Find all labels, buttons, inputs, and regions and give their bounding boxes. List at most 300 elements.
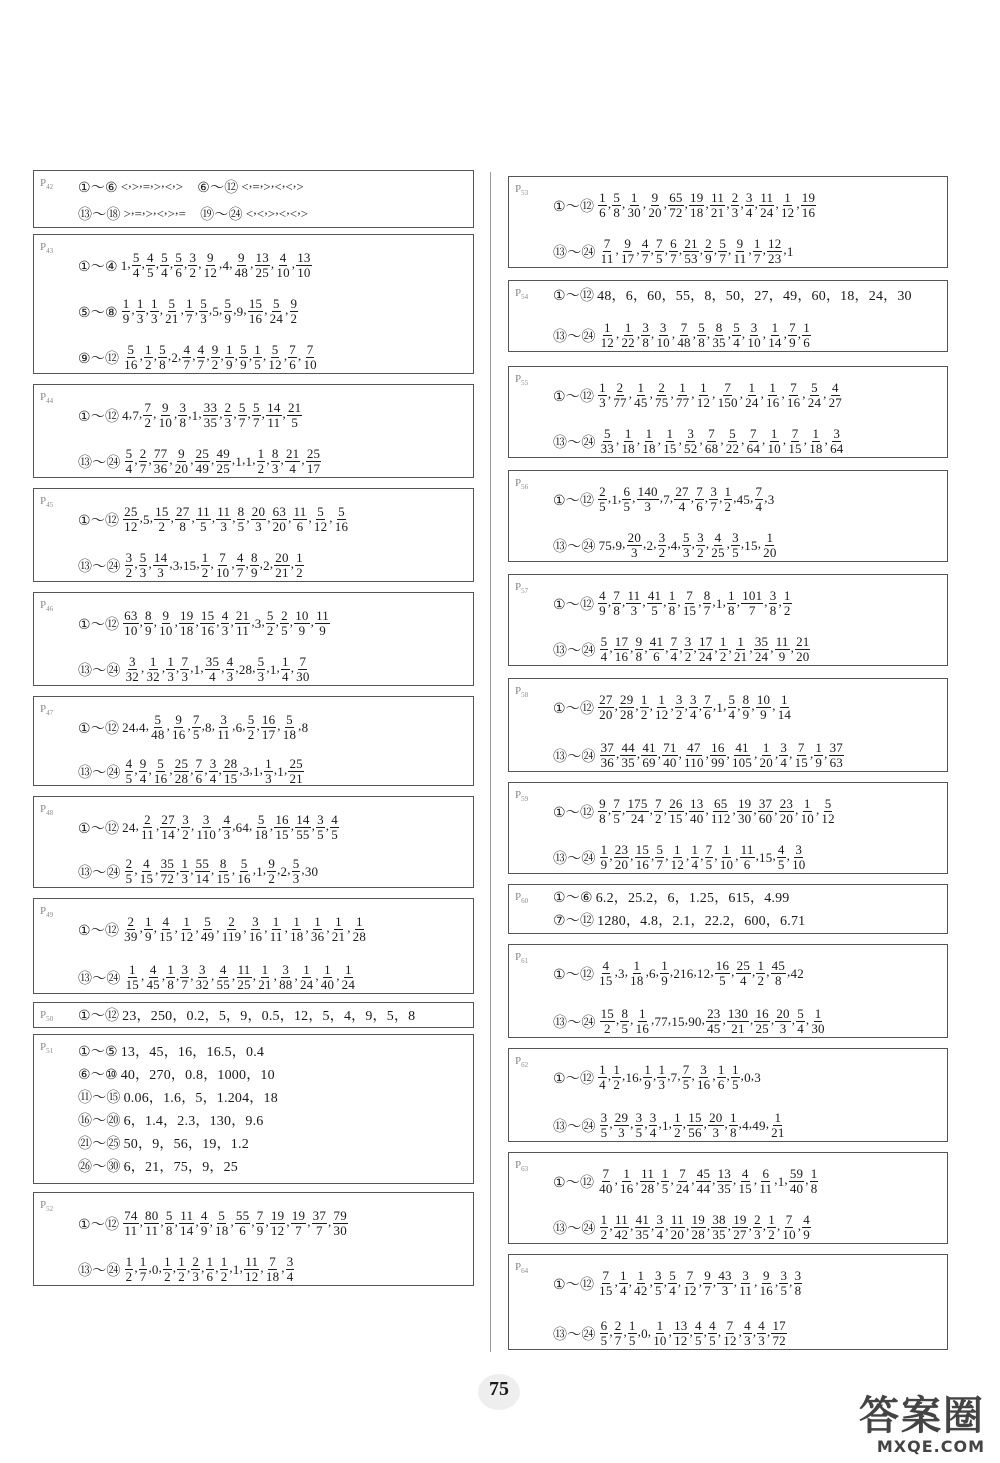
fraction [333,1209,348,1238]
answer-sequence [599,843,808,872]
numerator: 11 [316,609,330,623]
numerator: 45 [696,1167,711,1181]
separator-comma: , [733,1274,738,1289]
separator-comma: , [651,1218,655,1233]
denominator: 6 [743,857,751,872]
denominator: 14 [777,707,792,722]
denominator: 24 [698,649,713,664]
fraction [765,381,780,410]
answer-line [553,635,943,664]
separator-comma: , [188,406,192,421]
denominator: 18 [690,205,704,220]
separator-comma: , [750,490,754,505]
separator-comma: , [229,1260,233,1275]
separator-comma: , [307,1214,311,1229]
numerator: 1 [149,655,157,669]
numerator: 1 [637,381,645,395]
separator-comma: , [264,302,268,317]
separator-comma: , [765,1116,770,1131]
answer-box-p52 [33,1192,474,1286]
denominator: 27 [733,1227,747,1242]
fraction [724,485,733,514]
numerator: 5 [125,447,133,461]
denominator: 4 [669,1283,676,1298]
numerator: 9 [162,609,170,623]
separator-comma: , [651,1012,655,1027]
answer-value: 2 [646,537,654,553]
numerator: 4 [741,1167,749,1181]
denominator: 6 [206,1269,214,1284]
fraction [682,1269,697,1298]
separator-comma: , [259,556,264,571]
separator-comma: , [667,536,671,551]
numerator: 11 [775,635,789,649]
numerator: 2 [192,1255,200,1269]
numerator: 13 [690,797,704,811]
fraction [179,915,194,944]
fraction [731,1063,740,1092]
answer-line [553,427,943,456]
separator-comma: , [622,1068,626,1083]
answer-value: > [267,206,276,221]
denominator: 45 [146,977,160,992]
denominator: 7 [236,565,244,580]
answer-line [78,915,469,944]
fraction [330,813,339,842]
fraction [717,1269,732,1298]
numerator: 2 [139,447,147,461]
numerator: 1 [719,635,727,649]
numerator: 47 [687,741,701,755]
fraction [637,485,659,514]
fraction [139,757,148,786]
numerator: 5 [252,401,260,415]
numerator: 2 [599,485,606,499]
separator-comma: , [235,660,239,675]
answer-value: < [256,206,265,221]
separator-comma: , [630,1116,634,1131]
separator-comma: , [190,452,194,467]
fraction [708,1319,717,1348]
answer-line [553,1213,943,1242]
fraction [673,1319,688,1348]
fraction [683,741,705,770]
numerator: 11 [641,1167,655,1181]
separator-comma: , [139,348,144,363]
denominator: 18 [254,827,268,842]
separator-comma: , [630,848,634,863]
answer-value: 5 [212,303,220,319]
numerator: 1 [728,589,735,603]
numerator: 1 [815,741,823,755]
answer-text: 6，21，75，9，25 [123,1160,239,1175]
denominator: 53 [684,251,698,266]
fraction [647,191,662,220]
numerator: 2 [614,1319,622,1333]
answer-value: 1 [252,763,260,779]
numerator: 23 [614,843,629,857]
answer-sequence [121,175,184,199]
fraction [703,693,712,722]
separator-comma: , [726,1068,730,1083]
section-page-number: 59 [521,795,529,804]
separator-comma: , [824,432,829,447]
fraction [287,401,302,430]
separator-comma: , [754,196,759,211]
numerator: 55 [195,857,210,871]
answer-value: 7 [132,407,140,423]
fraction [759,191,774,220]
question-range-label: ①～⑥ [78,181,118,196]
separator-comma: , [757,536,762,551]
fraction [766,427,781,456]
numerator: 1 [624,321,632,335]
numerator: 5 [127,343,135,357]
numerator: 11 [217,505,231,519]
numerator: 6 [670,237,677,251]
separator-comma: , [135,718,140,733]
fraction [180,655,189,684]
separator-comma: , [211,968,215,983]
separator-comma: , [239,762,243,777]
denominator: 5 [600,1333,608,1348]
answer-box-p59 [508,782,948,874]
numerator: 19 [801,191,816,205]
denominator: 16 [124,357,138,372]
separator-comma: , [269,556,274,571]
separator-comma: , [645,964,650,979]
denominator: 25 [711,545,725,560]
fraction [274,551,289,580]
question-range-label: ①～⑫ [553,199,595,215]
answer-line [553,693,943,722]
denominator: 7 [181,977,189,992]
separator-comma: , [706,1218,711,1233]
separator-comma: , [178,348,182,363]
numerator: 3 [181,963,189,977]
numerator: 1 [679,381,686,395]
numerator: 7 [219,551,226,565]
question-range-label: ①～⑫ [78,721,120,737]
separator-comma: , [261,614,265,629]
denominator: 16 [620,1181,634,1196]
separator-comma: , [187,718,191,733]
separator-comma: , [733,490,737,505]
separator-comma: , [243,302,247,317]
answer-value: < [156,206,165,221]
fraction [710,531,725,560]
fraction [216,857,231,886]
fraction [292,857,301,886]
fraction [728,693,737,722]
denominator: 2 [719,649,727,664]
numerator: 44 [621,741,635,755]
separator-comma: , [190,862,194,877]
numerator: 1 [603,321,611,335]
separator-comma: , [762,432,766,447]
numerator: 11 [711,191,725,205]
denominator: 12 [313,519,328,534]
fraction [312,1209,327,1238]
separator-comma: , [281,175,286,190]
question-range-label: ⑬～㉔ [553,435,596,451]
fraction [295,655,310,684]
denominator: 14 [161,827,175,842]
fraction [256,1209,265,1238]
numerator: 7 [790,381,797,395]
separator-comma: , [169,256,174,271]
section-page-number: 43 [46,247,54,256]
numerator: 49 [216,447,230,461]
numerator: 8 [271,447,279,461]
fraction [153,447,168,476]
denominator: 8 [729,1125,737,1140]
answer-sequence [121,297,300,326]
numerator: 1 [640,693,648,707]
separator-comma: , [622,536,626,551]
denominator: 9 [145,623,152,638]
fraction [175,505,190,534]
numerator: 1 [674,1111,681,1125]
separator-comma: , [713,242,718,257]
numerator: 1 [624,427,632,441]
separator-comma: , [329,510,333,525]
fraction [655,1213,664,1242]
separator-comma: , [665,640,669,655]
fraction [668,1269,677,1298]
denominator: 20 [272,519,287,534]
section-page-number: 64 [521,1267,529,1276]
denominator: 10 [719,857,734,872]
fraction [254,813,269,842]
separator-comma: , [815,802,820,817]
separator-comma: , [712,1274,717,1289]
fraction [683,427,698,456]
answer-value: = [178,206,187,221]
separator-comma: , [273,762,278,777]
fraction [727,1007,749,1036]
section-page-number: 50 [46,1015,54,1024]
answer-sequence [124,963,357,992]
fraction [777,843,786,872]
separator-comma: , [714,848,718,863]
denominator: 40 [663,755,677,770]
fraction [179,609,194,638]
separator-comma: , [781,386,785,401]
denominator: 8 [613,205,621,220]
watermark-logo [805,1395,985,1455]
answer-line [553,381,943,410]
numerator: 5 [159,343,166,357]
answer-sequence [124,447,323,476]
numerator: 4 [200,1209,208,1223]
fraction [696,1063,711,1092]
numerator: 1 [814,1007,822,1021]
fraction [814,741,823,770]
separator-comma: , [261,406,266,421]
separator-comma: , [232,718,236,733]
denominator: 16 [786,395,801,410]
numerator: 21 [796,635,810,649]
denominator: 4 [656,1227,664,1242]
denominator: 28 [352,929,367,944]
fraction [598,1167,613,1196]
numerator: 4 [709,1319,716,1333]
section-page-number: 60 [521,897,529,906]
numerator: 10 [756,693,771,707]
fraction [144,1209,159,1238]
question-range-label: ⑬～㉔ [78,559,121,575]
denominator: 4 [780,755,788,770]
question-range-label: ①～⑫ [78,513,120,529]
fraction [125,551,134,580]
fraction [658,531,667,560]
fraction [201,551,210,580]
denominator: 3 [630,545,638,560]
fraction [125,1255,134,1284]
denominator: 21 [710,205,725,220]
separator-comma: , [684,698,689,713]
denominator: 3 [167,669,175,684]
section-page-label: $P_{48}$ [40,803,54,818]
denominator: 8 [159,357,166,372]
answer-value: 16 [625,1069,639,1085]
denominator: 23 [768,251,782,266]
answer-value: 42 [790,965,804,981]
separator-comma: , [287,862,291,877]
denominator: 24 [299,977,314,992]
answer-box-p53 [508,176,948,268]
section-page-number: 56 [521,483,529,492]
numerator: 19 [737,797,752,811]
fraction [668,797,683,826]
fraction [223,757,238,786]
separator-comma: , [692,326,697,341]
separator-comma: , [693,964,697,979]
fraction [640,1167,655,1196]
separator-comma: , [774,802,778,817]
numerator: 3 [833,427,841,441]
separator-comma: , [622,802,626,817]
separator-comma: , [607,594,612,609]
numerator: 1 [201,551,209,565]
separator-comma: , [790,640,795,655]
denominator: 7 [710,499,718,514]
separator-comma: , [253,202,257,217]
numerator: 3 [750,321,758,335]
fraction [295,813,310,842]
separator-comma: , [797,326,802,341]
fraction [775,635,790,664]
separator-comma: , [221,660,225,675]
fraction [767,237,782,266]
denominator: 30 [737,811,752,826]
answer-value: 75 [598,537,613,553]
denominator: 2 [600,1227,608,1242]
numerator: 8 [219,857,227,871]
numerator: 19 [270,1209,285,1223]
separator-comma: , [635,1172,639,1187]
fraction [598,191,607,220]
numerator: 1 [628,1319,636,1333]
answer-box-p55 [508,366,948,458]
fraction [145,963,160,992]
fraction [598,381,607,410]
denominator: 9 [250,565,258,580]
denominator: 3 [221,623,229,638]
fraction [695,485,704,514]
answer-line [553,1167,943,1196]
numerator: 26 [669,797,683,811]
separator-comma: , [684,196,689,211]
separator-comma: , [246,510,250,525]
numerator: 6 [762,1167,770,1181]
fraction [654,693,669,722]
answer-value: < [274,179,282,194]
answer-value: 3 [172,557,180,573]
separator-comma: , [230,614,234,629]
numerator: 7 [613,589,621,603]
numerator: 4 [831,381,839,395]
answer-line [78,1064,469,1084]
answer-text: 0.06，1.6，5，1.204，18 [123,1091,278,1106]
fraction [673,1111,682,1140]
numerator: 1 [272,915,280,929]
numerator: 2 [658,381,666,395]
denominator: 11 [145,1223,159,1238]
separator-comma: , [172,175,176,190]
fraction [182,343,191,372]
answer-value: 12 [696,965,711,981]
separator-comma: , [336,968,340,983]
separator-comma: , [292,175,297,190]
answer-sequence [121,251,313,280]
separator-comma: , [665,1218,669,1233]
numerator: 1 [178,1255,185,1269]
numerator: 7 [708,427,715,441]
fraction [787,427,802,456]
numerator: 27 [599,693,613,707]
numerator: 3 [769,589,777,603]
fraction [744,381,759,410]
separator-comma: , [614,1274,619,1289]
separator-comma: , [762,1218,767,1233]
numerator: 3 [128,655,136,669]
denominator: 3 [192,1269,200,1284]
fraction [274,813,289,842]
fraction [711,321,726,350]
separator-comma: , [823,386,827,401]
separator-comma: , [749,640,753,655]
answer-value: > [145,206,154,221]
separator-comma: , [678,242,683,257]
denominator: 36 [600,755,615,770]
fraction [221,609,230,638]
fraction [275,251,290,280]
denominator: 15 [599,1283,613,1298]
separator-comma: , [200,660,204,675]
denominator: 16 [172,727,186,742]
separator-comma: , [623,1324,627,1339]
section-page-label: $P_{59}$ [515,789,529,804]
answer-value: 1 [245,453,253,469]
denominator: 112 [710,811,731,826]
fraction [225,343,234,372]
separator-comma: , [710,964,714,979]
answer-value: 7 [663,491,670,507]
fraction [698,635,713,664]
numerator: 1 [723,843,730,857]
